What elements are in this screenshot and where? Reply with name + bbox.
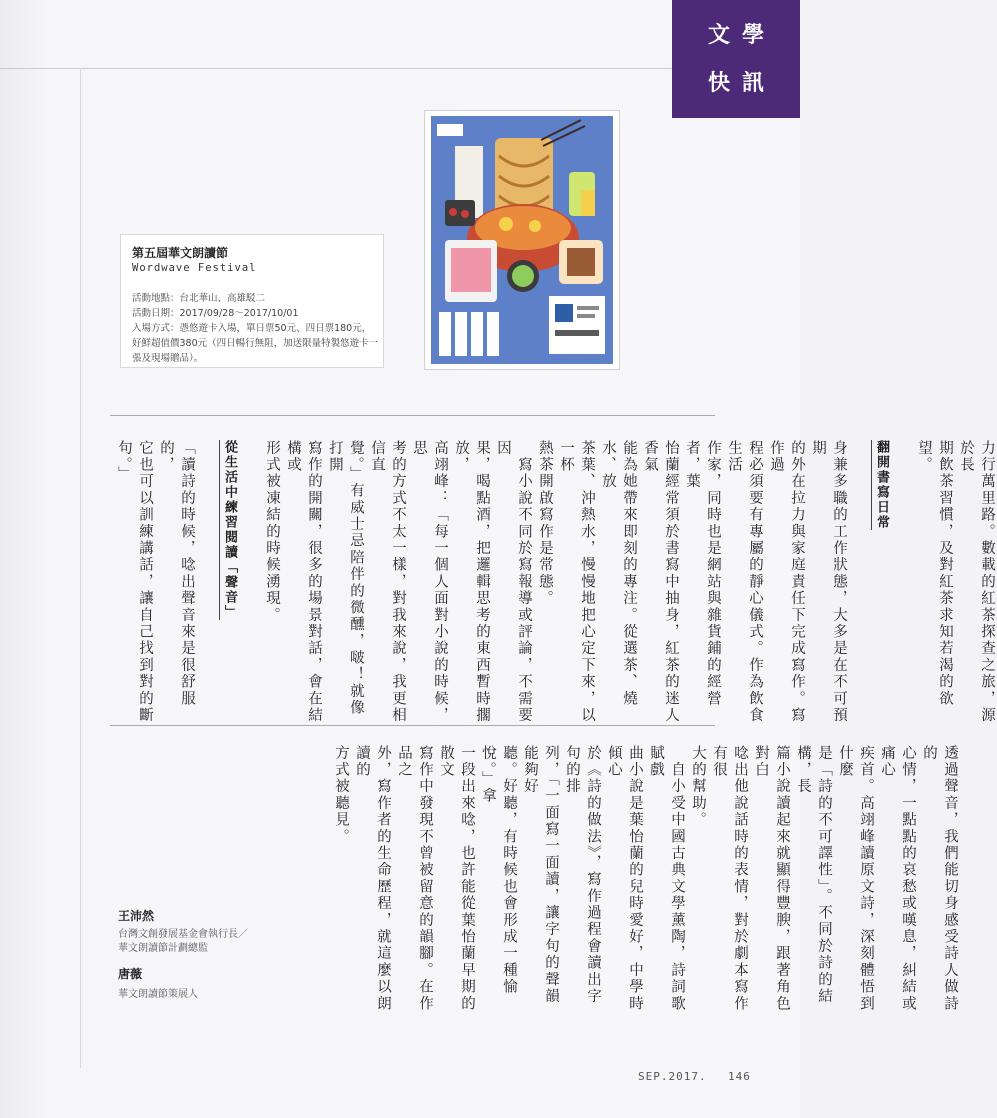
text-line: 「讀詩的時候，唸出聲音來是很舒服的， (158, 440, 195, 708)
text-line: 聽。好聽，有時候也會形成一種愉悅。」拿 (480, 745, 517, 996)
poster-illustration (431, 116, 613, 364)
event-subtitle: Wordwave Festival (132, 262, 257, 274)
text-line: 一段出來唸，也許能從葉怡蘭早期的散文 (438, 745, 475, 1013)
section-heading-writing: 翻開書寫日常 (871, 440, 889, 530)
author-role-2: 華文朗讀節策展人 (118, 989, 198, 1000)
text-line: 的外在拉力與家庭責任下完成寫作。寫作過 (768, 440, 805, 724)
upper-text-block (113, 440, 997, 725)
festival-poster (424, 110, 620, 370)
lower-text-block (330, 745, 960, 1015)
text-line: 茶葉、沖熱水，慢慢地把心定下來，以一杯 (558, 440, 595, 724)
footer-date: SEP.2017. (638, 1070, 707, 1083)
text-line: 程必須要有專屬的靜心儀式。作為飲食生活 (726, 440, 763, 724)
text-line: 考的方式不太一樣，對我來說，我更相信直 (369, 440, 406, 724)
section-tab-line1: 文學 (708, 22, 777, 48)
text-line: 寫作中發現不曾被留意的韻腳。在作品之 (396, 745, 433, 1013)
section-heading-listening: 從生活中練習閱讀「聲音」 (219, 440, 237, 620)
text-line: 它也可以訓練講話，讓自己找到對的斷句。」 (116, 440, 153, 724)
text-line: 曲小說是葉怡蘭的兒時愛好，中學時傾心 (606, 745, 643, 1013)
poster-artwork (431, 116, 613, 364)
text-line: 形式被凍結的時候湧現。 (264, 440, 280, 624)
text-line: 寫小說不同於寫報導或評論，不需要因 (495, 440, 532, 724)
page-number: 146 (728, 1070, 751, 1083)
event-title: 第五屆華文朗讀節 (132, 246, 229, 260)
event-dates: 活動日期：2017/09/28～2017/10/01 (132, 308, 299, 319)
divider-lower (110, 725, 715, 726)
text-line: 於《詩的做法》，寫作過程會讀出字句的排 (564, 745, 601, 1005)
top-divider (0, 68, 672, 69)
text-line: 覺。」有威士忌陪伴的微醺，啵！就像打開 (327, 440, 364, 717)
text-line: 期飲茶習慣，及對紅茶求知若渴的欲望。 (916, 440, 953, 708)
author-role-1b: 華文朗讀節計劃總監 (118, 943, 208, 954)
author-name-2: 唐薇 (118, 967, 143, 981)
text-line: 作家，同時也是網站與雜貨鋪的經營者，葉 (684, 440, 721, 708)
text-line: 力行萬里路。數載的紅茶探查之旅，源於長 (958, 440, 995, 724)
text-line: 篇小說讀起來就顯得豐腴，跟著角色對白 (753, 745, 790, 1013)
text-line: 自小受中國古典文學薰陶，詩詞歌賦戲 (648, 745, 685, 1013)
text-line: 唸出他說話時的表情，對於劇本寫作有很 (711, 745, 748, 1013)
text-line: 寫作的開關，很多的場景對話，會在結構或 (285, 440, 322, 724)
left-margin-rule (80, 68, 81, 1068)
text-line: 熱茶開啟寫作是常態。 (537, 440, 553, 607)
event-location: 活動地點：台北華山、高雄駁二 (132, 293, 266, 304)
text-line: 大的幫助。 (690, 745, 706, 829)
text-line: 心情，一點點的哀愁或嘆息，糾結或痛心 (879, 745, 916, 1013)
author-role-1a: 台灣文創發展基金會執行長／ (118, 929, 248, 940)
text-line: 怡蘭經常須於書寫中抽身，紅茶的迷人香氣 (642, 440, 679, 724)
text-line: 身兼多職的工作狀態，大多是在不可預期 (810, 440, 847, 724)
event-entry-line2: 好鮮超值價380元（四日暢行無阻，加送限量特製悠遊卡一 (132, 338, 379, 349)
text-line: 果，喝點酒，把邏輯思考的東西暫時擱放， (453, 440, 490, 724)
text-line: 方式被聽見。 (333, 745, 349, 846)
text-line: 列，「一面寫一面讀，讓字句的聲韻能夠好 (522, 745, 559, 1005)
text-line: 外，寫作者的生命歷程，就這麼以朗讀的 (354, 745, 391, 1013)
divider-upper (110, 415, 715, 416)
text-line: 疾首。高翊峰讀原文詩，深刻體悟到什麼 (837, 745, 874, 1013)
text-line: 能為她帶來即刻的專注。從選茶、燒水、放 (600, 440, 637, 708)
text-line: 透過聲音，我們能切身感受詩人做詩的 (921, 745, 958, 1013)
author-name-1: 王沛然 (118, 909, 155, 923)
section-tab-line2: 快訊 (708, 70, 777, 96)
event-entry-line3: 張及現場贈品）。 (132, 353, 204, 364)
event-entry-line1: 入場方式：憑悠遊卡入場，單日票50元、四日票180元， (132, 323, 372, 334)
text-line: 是「詩的不可譯性」。不同於詩的結構，長 (795, 745, 832, 1005)
text-line: 高翊峰：「每一個人面對小說的時候，思 (411, 440, 448, 724)
